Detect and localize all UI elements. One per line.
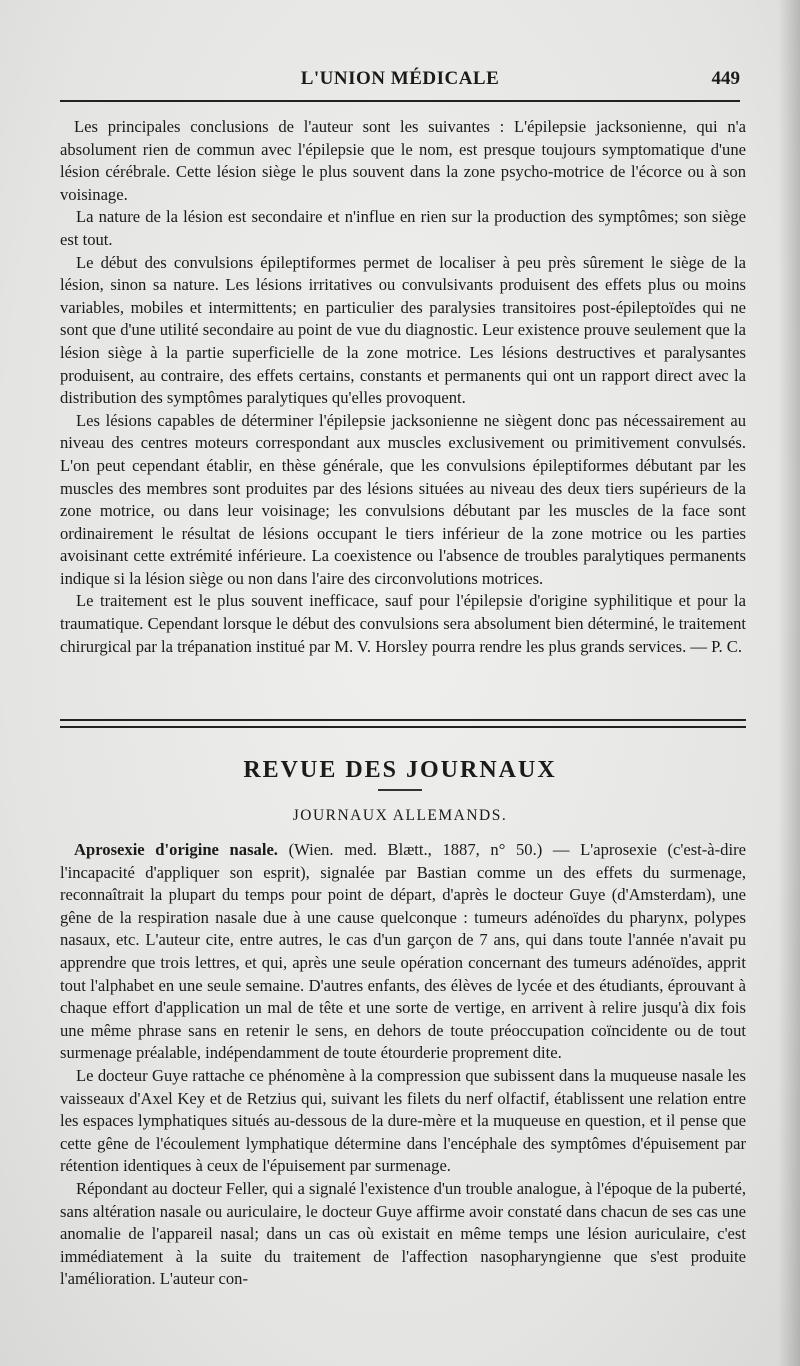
article-citation: (Wien. med. Blætt., 1887, n° 50.) bbox=[288, 840, 543, 859]
paragraph: Les principales conclusions de l'auteur sont les suivantes : L'épilepsie jacksonienne, qui n'a absolument rien de commun avec l'épilepsie que le nom, est presque toujours symptomatique d'une lésion cérébrale. Cette lésion siège le plus souvent dans la zone psycho-motrice de l'écorce ou à son voisinage. bbox=[60, 117, 746, 204]
paragraph: Le début des convulsions épileptiformes permet de localiser à peu près sûrement le siège de la lésion, sinon sa nature. Les lésions irritatives ou convulsivants produisent des effets plus ou moins variables, mobiles et intermittents; en particulier des paralysies transitoires post-épileptoïdes qui ne sont que d'une utilité secondaire au point de vue du diagnostic. Leur existence prouve seulement que la lésion siège à la partie superficielle de la zone motrice. Les lésions destructives et paralysantes produisent, au contraire, des effets certains, constants et permanents qui ont un rapport direct avec la distribution des symptômes paralytiques qu'elles provoquent. bbox=[60, 252, 746, 408]
paragraph: Le traitement est le plus souvent inefficace, sauf pour l'épilepsie d'origine syphilitique et pour la traumatique. Cependant lorsque le début des convulsions sera absolument bien déterminé, le traitement chirurgical par la trépanation institué par M. V. Horsley pourra rendre les plus grands services. — P. C. bbox=[60, 591, 746, 656]
section-title: REVUE DES JOURNAUX bbox=[243, 757, 557, 783]
article-heading: Aprosexie d'origine nasale. bbox=[74, 840, 278, 859]
paragraph: Répondant au docteur Feller, qui a signalé l'existence d'un trouble analogue, à l'époque de la puberté, sans altération nasale ou auriculaire, le docteur Guye affirme avoir constaté dans chacun de ses cas une anomalie de l'appareil nasal; dans un cas où existait en même temps une lésion auriculaire, c'est immédiatement à la suite du traitement de l'affection nasopharyngienne que s'est produite l'amélioration. L'auteur con- bbox=[60, 1178, 746, 1289]
page-edge-shadow bbox=[778, 0, 800, 1366]
header-rule bbox=[60, 100, 740, 102]
paragraph: Les lésions capables de déterminer l'épilepsie jacksonienne ne siègent donc pas nécessairement au niveau des centres moteurs correspondant aux muscles exclusivement ou primitivement convulsés. L'on peut cependant établir, en thèse générale, que les convulsions épileptiformes débutant par les muscles des membres sont produites par des lésions situées au niveau des deux tiers supérieurs de la zone motrice, ou dans leur voisinage; les convulsions débutant par les muscles de la face sont ordinairement le résultat de lésions occupant le tiers inférieur de la zone motrice ou les parties avoisinant cette extrémité inférieure. La coexistence ou l'absence de troubles paralytiques permanents indique si la lésion siège ou non dans l'aire des circonvolutions motrices. bbox=[60, 410, 746, 588]
subsection-title: JOURNAUX ALLEMANDS. bbox=[292, 807, 508, 824]
article-lead-text: — L'aprosexie (c'est-à-dire l'incapacité d'appliquer son esprit), signalée par Bastian comme un des effets du surmenage, reconnaîtrait la plupart du temps pour point de départ, d'après le docteur Guye (d'Amsterdam), une gêne de la respiration nasale due à une cause quelconque : tumeurs adénoïdes du pharynx, polypes nasaux, etc. L'auteur cite, entre autres, le cas d'un garçon de 7 ans, qui dans toute l'année n'avait pu apprendre que trois lettres, et qui, après une seule opération concernant des tumeurs adénoïdes, apprit tout l'alphabet en une seule semaine. D'autres enfants, des élèves de lycée et des étudiants, éprouvant à chaque effort d'application un mal de tête et une sorte de vertige, en arrivent à relire jusqu'à dix fois une même phrase sans en retenir le sens, en dehors de toute préoccupation coïncidente ou de tout surmenage préalable, indépendamment de toute étourderie proprement dite. bbox=[60, 840, 746, 1063]
paragraph: La nature de la lésion est secondaire et n'influe en rien sur la production des symptômes; son siège est tout. bbox=[60, 207, 746, 249]
page-number: 449 bbox=[711, 68, 740, 89]
section-divider bbox=[60, 719, 746, 728]
page-header bbox=[60, 68, 740, 98]
section-title-underline bbox=[378, 789, 422, 791]
article-lead-paragraph bbox=[60, 839, 746, 1065]
article-block bbox=[60, 839, 746, 1291]
paragraph: Le docteur Guye rattache ce phénomène à la compression que subissent dans la muqueuse nasale les vaisseaux d'Axel Key et de Retzius qui, suivant les filets du nerf olfactif, établissent une relation entre les espaces lymphatiques situés au-dessous de la dure-mère et la muqueuse en question, et il pense que cette gêne de l'écoulement lymphatique détermine dans l'encéphale des symptômes d'épuisement par rétention identiques à ceux de l'épuisement par surmenage. bbox=[60, 1065, 746, 1176]
running-title: L'UNION MÉDICALE bbox=[300, 68, 500, 89]
conclusions-block bbox=[60, 116, 746, 658]
